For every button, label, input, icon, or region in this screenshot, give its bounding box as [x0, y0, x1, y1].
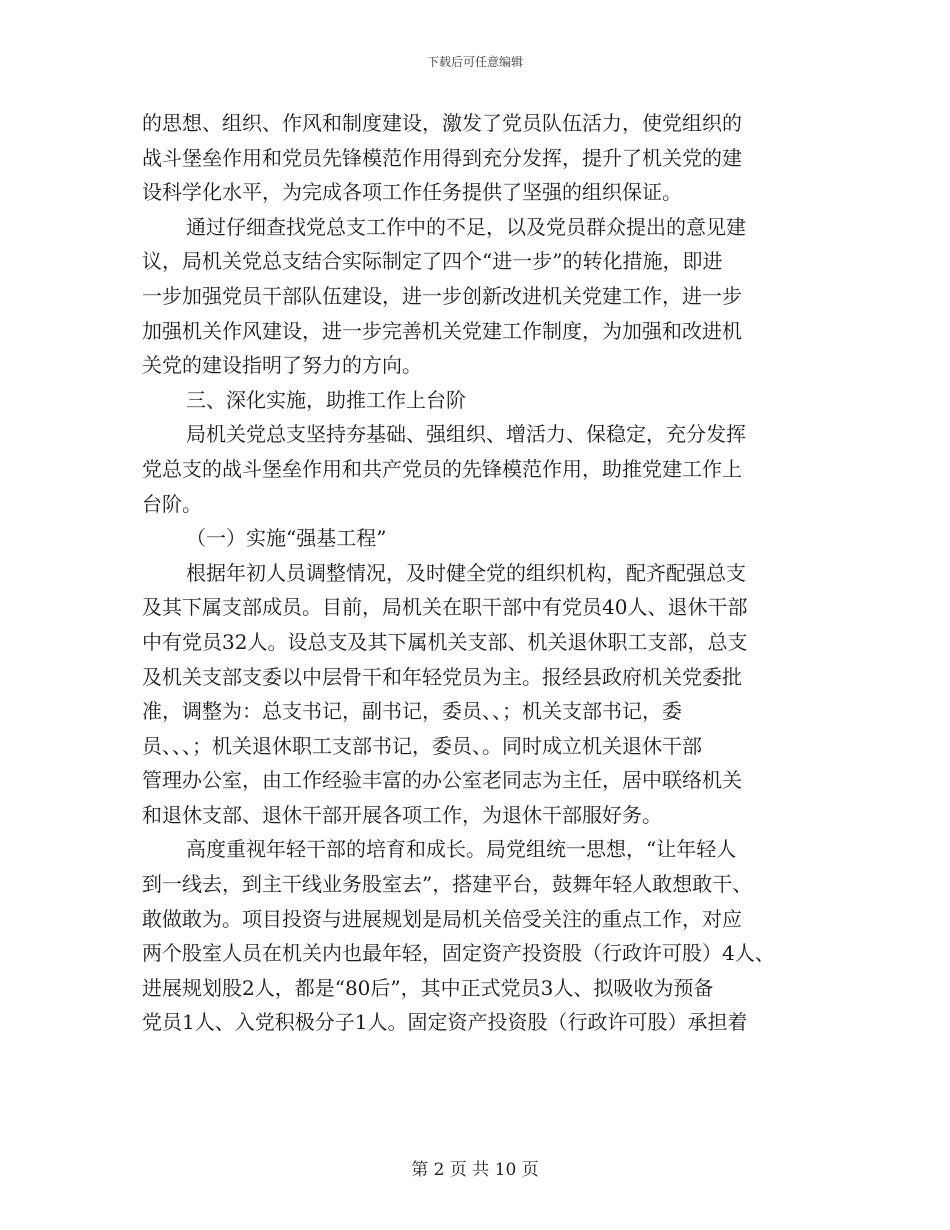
text-line: 管理办公室，由工作经验丰富的办公室老同志为主任，居中联络机关	[142, 768, 742, 793]
page-number-footer: 第 2 页 共 10 页	[411, 1160, 539, 1180]
paragraph-start-line: 局机关党总支坚持夯基础、强组织、增活力、保稳定，充分发挥	[186, 422, 746, 447]
paragraph-start-line: 高度重视年轻干部的培育和成长。局党组统一思想，“让年轻人	[186, 837, 737, 862]
text-line: 敢做敢为。项目投资与进展规划是局机关倍受关注的重点工作，对应	[142, 906, 742, 931]
text-line: 加强机关作风建设，进一步完善机关党建工作制度，为加强和改进机	[142, 318, 742, 343]
paragraph-start-line: 根据年初人员调整情况，及时健全党的组织机构，配齐配强总支	[186, 560, 746, 585]
text-line: 台阶。	[142, 491, 202, 516]
text-line: 一步加强党员干部队伍建设，进一步创新改进机关党建工作，进一步	[142, 283, 742, 308]
subsection-heading: （一）实施“强基工程”	[186, 526, 387, 551]
text-line: 的思想、组织、作风和制度建设，激发了党员队伍活力，使党组织的	[142, 111, 742, 135]
text-line: 到一线去，到主干线业务股室去”，搭建平台，鼓舞年轻人敢想敢干、	[142, 872, 753, 897]
text-line: 党总支的战斗堡垒作用和共产党员的先锋模范作用，助推党建工作上	[142, 456, 742, 481]
text-line: 员、、、；机关退休职工支部书记，委员、。同时成立机关退休干部	[142, 733, 702, 758]
page-header: 下载后可任意编辑	[426, 55, 523, 69]
text-line: 及其下属支部成员。目前，局机关在职干部中有党员40人、退休干部	[142, 595, 748, 620]
text-line: 准，调整为：总支书记，副书记，委员、、；机关支部书记，委	[142, 699, 682, 724]
section-heading: 三、深化实施，助推工作上台阶	[186, 387, 466, 412]
document-body	[142, 106, 828, 1040]
paragraph-start-line: 通过仔细查找党总支工作中的不足，以及党员群众提出的意见建	[186, 214, 746, 239]
text-line: 战斗堡垒作用和党员先锋模范作用得到充分发挥，提升了机关党的建	[142, 145, 742, 170]
text-line: 两个股室人员在机关内也最年轻，固定资产投资股（行政许可股）4人、	[142, 941, 775, 966]
text-line: 设科学化水平，为完成各项工作任务提供了坚强的组织保证。	[142, 180, 682, 205]
text-line: 及机关支部支委以中层骨干和年轻党员为主。报经县政府机关党委批	[142, 664, 742, 689]
text-line: 中有党员32人。设总支及其下属机关支部、机关退休职工支部，总支	[142, 629, 748, 654]
text-line: 和退休支部、退休干部开展各项工作，为退休干部服好务。	[142, 802, 662, 827]
text-line: 进展规划股2人，都是“80后”，其中正式党员3人、拟吸收为预备	[142, 975, 714, 1000]
text-line: 关党的建设指明了努力的方向。	[142, 353, 422, 378]
text-line: 党员1人、入党积极分子1人。固定资产投资股（行政许可股）承担着	[142, 1010, 748, 1035]
text-line: 议，局机关党总支结合实际制定了四个“进一步”的转化措施，即进	[142, 249, 723, 274]
